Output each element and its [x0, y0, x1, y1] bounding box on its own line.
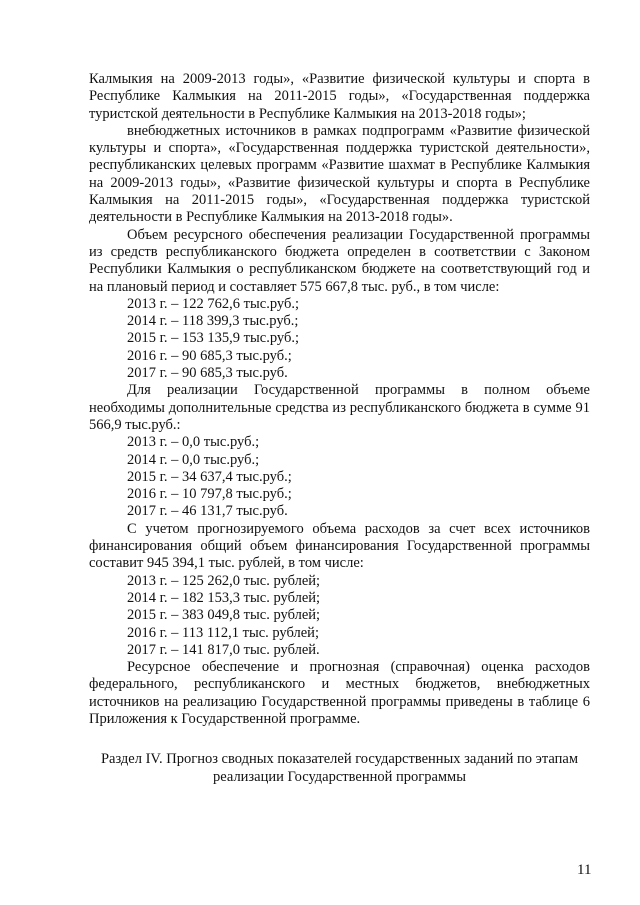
list-item: 2014 г. – 118 399,3 тыс.руб.;	[127, 313, 299, 330]
section-heading	[89, 751, 590, 786]
list-item: 2017 г. – 46 131,7 тыс.руб.	[127, 503, 288, 520]
paragraph-additional-funds: Для реализации Государственной программы в полном объеме необходимы дополнительные средства из республиканского бюджета в сумме 91 566,9 тыс.руб.:	[89, 382, 590, 433]
list-item: 2013 г. – 125 262,0 тыс. рублей;	[127, 572, 321, 589]
paragraph-republican-budget-volume: Объем ресурсного обеспечения реализации Государственной программы из средств республиканского бюджета определен в соответствии с Законом Республики Калмыкия о республиканском бюджете на соответствующий год и на плановый период и составляет 575 667,8 тыс. руб., в том числе:	[89, 226, 590, 295]
list-item: 2015 г. – 34 637,4 тыс.руб.;	[127, 468, 292, 485]
list-item: 2016 г. – 90 685,3 тыс.руб.;	[127, 347, 292, 364]
document-body	[89, 71, 590, 786]
list-item: 2017 г. – 90 685,3 тыс.руб.	[127, 365, 288, 382]
list-additional-funds-by-year	[89, 434, 590, 520]
list-item: 2015 г. – 153 135,9 тыс.руб.;	[127, 330, 299, 347]
paragraph-continuation: Калмыкия на 2009-2013 годы», «Развитие физической культуры и спорта в Республике Калмыкия на 2011-2015 годы», «Государственная поддержка туристской деятельности в Республике Калмыкия на 2013-2018 годы»;	[89, 71, 590, 122]
section-heading-line: реализации Государственной программы	[213, 768, 466, 785]
paragraph-total-financing: С учетом прогнозируемого объема расходов за счет всех источников финансирования общий объем финансирования Государственной программы составит 945 394,1 тыс. рублей, в том числе:	[89, 520, 590, 572]
list-item: 2013 г. – 122 762,6 тыс.руб.;	[127, 295, 299, 312]
list-item: 2015 г. – 383 049,8 тыс. рублей;	[127, 607, 321, 624]
list-total-financing-by-year	[89, 573, 590, 659]
list-item: 2016 г. – 10 797,8 тыс.руб.;	[127, 486, 292, 503]
paragraph-extrabudgetary-sources: внебюджетных источников в рамках подпрограмм «Развитие физической культуры и спорта», «Государственная поддержка туристской деятельности», республиканских целевых программ «Развитие шахмат в Республике Калмыкия на 2009-2013 годы», «Развитие физической культуры и спорта в Республике Калмыкия на 2011-2015 годы», «Государственная поддержка туристской деятельности в Республике Калмыкия на 2013-2018 годы».	[89, 122, 590, 226]
page-number: 11	[577, 862, 592, 878]
list-republican-budget-by-year	[89, 296, 590, 382]
section-heading-line: Раздел IV. Прогноз сводных показателей государственных заданий по этапам	[100, 751, 579, 768]
paragraph-resource-estimate: Ресурсное обеспечение и прогнозная (справочная) оценка расходов федерального, республиканского и местных бюджетов, внебюджетных источников на реализацию Государственной программы приведены в таблице 6 Приложения к Государственной программе.	[89, 659, 590, 727]
list-item: 2016 г. – 113 112,1 тыс. рублей;	[127, 624, 319, 641]
list-item: 2014 г. – 182 153,3 тыс. рублей;	[127, 589, 321, 606]
list-item: 2014 г. – 0,0 тыс.руб.;	[127, 451, 260, 468]
list-item: 2013 г. – 0,0 тыс.руб.;	[127, 434, 260, 451]
list-item: 2017 г. – 141 817,0 тыс. рублей.	[127, 641, 320, 658]
